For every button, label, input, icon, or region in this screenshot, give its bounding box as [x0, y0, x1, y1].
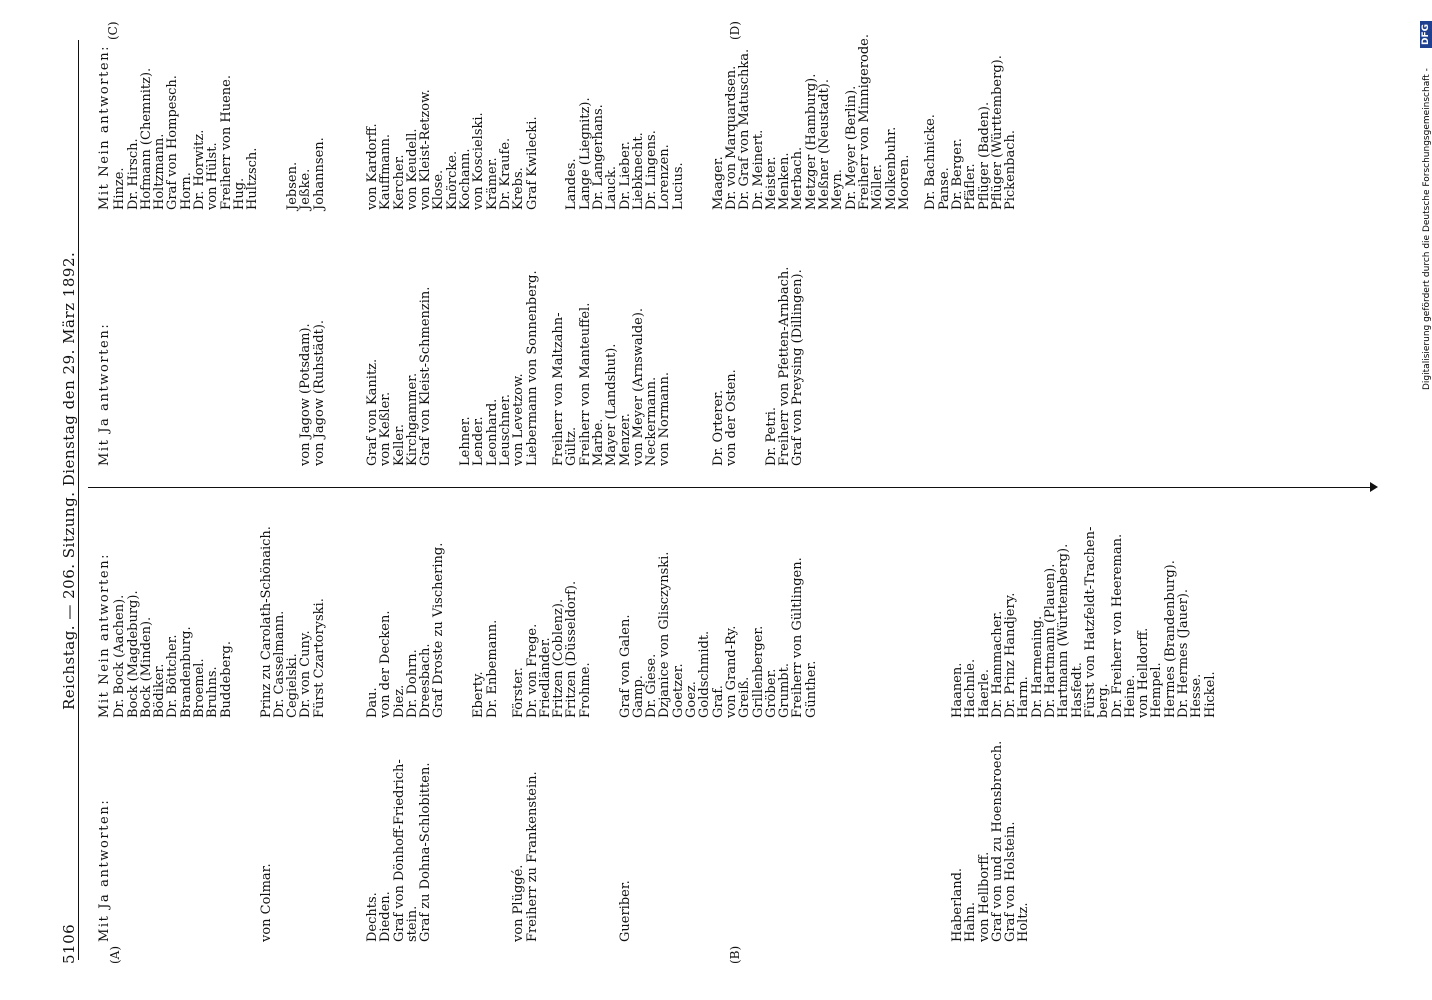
member-name: Grumbt. [777, 663, 793, 718]
spacer [353, 34, 366, 210]
member-name: Dr. Hartmann (Plauen). [1043, 563, 1059, 718]
column-divider [88, 487, 1372, 488]
member-name: Lender. [471, 416, 487, 466]
member-name: von Colmar. [258, 863, 274, 942]
member-name: Dr. Meyer (Berlin). [843, 85, 859, 210]
spacer [127, 267, 140, 466]
member-name: Hermes (Brandenburg). [1162, 560, 1178, 718]
spacer [459, 741, 472, 942]
member-name: Liebermann von Sonnenberg. [524, 270, 540, 466]
member-name: Graf Droste zu Vischering. [431, 542, 447, 718]
spacer [246, 267, 259, 466]
member-name: Kauffmann. [378, 133, 394, 210]
member-name: Jebsen. [285, 161, 301, 210]
spacer [180, 741, 193, 942]
spacer [233, 526, 246, 718]
member-name: Pflüger (Württemberg). [989, 55, 1005, 210]
spacer [273, 34, 286, 210]
spacer [339, 267, 352, 466]
spacer [831, 526, 844, 718]
member-name: Frohme. [577, 662, 593, 718]
member-name: Kirchgammer. [404, 372, 420, 466]
member-name: Hultzsch. [245, 147, 261, 210]
running-title: Reichstag. — 206. Sitzung. Dienstag den 29. März 1892. [60, 251, 78, 710]
spacer [353, 741, 366, 942]
member-name: von Hellborff. [976, 851, 992, 942]
member-name: Freiherr von Gültlingen. [790, 557, 806, 718]
member-name: Dr. von Marquardsen. [723, 65, 739, 210]
member-name: Jeßke. [298, 168, 314, 210]
member-name: Horn. [178, 172, 194, 210]
spacer [552, 34, 565, 210]
member-name: Leuschner. [497, 393, 513, 466]
spacer [233, 267, 246, 466]
member-name: Goldschmidt. [697, 630, 713, 718]
member-name: Mayer (Landshut). [604, 343, 620, 466]
header-rule [78, 40, 79, 960]
spacer [539, 34, 552, 210]
spacer [552, 741, 565, 942]
member-name: Haerle. [976, 669, 992, 718]
member-name: Graf. [710, 685, 726, 718]
spacer [885, 741, 898, 942]
watermark-strip [1418, 0, 1432, 1000]
spacer [339, 34, 352, 210]
spacer [871, 526, 884, 718]
spacer [938, 526, 951, 718]
member-name: Bruhns. [205, 666, 221, 718]
member-name: Dr. Graf von Matuschka. [737, 48, 753, 210]
spacer [672, 267, 685, 466]
spacer [898, 741, 911, 942]
spacer [752, 741, 765, 942]
spacer [220, 741, 233, 942]
member-name: Graf Kwilecki. [524, 116, 540, 210]
member-name: Dr. Prinz Handjery. [1003, 592, 1019, 718]
spacer [339, 741, 352, 942]
member-name: von Kardorff. [364, 123, 380, 210]
member-name: stein. [404, 905, 420, 942]
member-name: Fürst von Hatzfeldt-Trachen- [1082, 526, 1098, 718]
spacer [206, 741, 219, 942]
member-name: Graf von Holstein. [1003, 821, 1019, 942]
spacer [858, 526, 871, 718]
spacer [725, 741, 738, 942]
spacer [818, 526, 831, 718]
member-name: von Meyer (Arnswalde). [630, 307, 646, 466]
member-name: Mooren. [896, 154, 912, 210]
spacer [353, 526, 366, 718]
spacer [698, 34, 711, 210]
member-name: Dr. Bachnicke. [923, 114, 939, 210]
member-name: Lauck. [604, 165, 620, 210]
member-name: Diez. [391, 684, 407, 718]
member-name: von Normann. [657, 371, 673, 466]
member-name: Lucius. [670, 162, 686, 210]
member-name: Heine. [1122, 674, 1138, 718]
member-name: Dr. Giese. [644, 653, 660, 718]
spacer [113, 267, 126, 466]
member-name: Maager. [710, 156, 726, 210]
member-name: Dr. von Cuny. [298, 630, 314, 718]
spacer [193, 741, 206, 942]
member-name: Gueriber. [617, 880, 633, 942]
member-name: Fritzen (Coblenz). [551, 598, 567, 718]
spacer [592, 526, 605, 718]
member-name: Panse. [936, 167, 952, 210]
spacer [539, 267, 552, 466]
spacer [313, 741, 326, 942]
member-name: Kochann. [458, 148, 474, 210]
spacer [260, 34, 273, 210]
member-name: Dr. Orterer. [710, 389, 726, 466]
spacer [871, 741, 884, 942]
member-name: Dr. Dohrn. [404, 649, 420, 718]
spacer [605, 741, 618, 942]
member-name: Graf zu Dohna-Schlobitten. [418, 762, 434, 942]
spacer [499, 526, 512, 718]
member-name: Hartmann (Württemberg). [1056, 543, 1072, 718]
member-name: Haberland. [950, 867, 965, 942]
member-name: von Jagow (Ruhstädt). [311, 319, 327, 466]
member-name: Hug. [231, 177, 247, 210]
left-ja-column [98, 741, 1031, 942]
spacer [712, 741, 725, 942]
member-name: Johannsen. [311, 137, 327, 210]
member-name: Freiherr von Minnigerode. [856, 34, 872, 210]
member-name: Freiherr zu Frankenstein. [524, 771, 540, 942]
spacer [632, 741, 645, 942]
member-name: Hesse. [1189, 673, 1205, 718]
member-name: Hahn. [963, 902, 979, 942]
spacer [446, 526, 459, 718]
right-ja-list [113, 267, 804, 466]
member-name: Freiherr von Manteuffel. [577, 302, 593, 466]
member-name: Buddeberg. [218, 641, 234, 718]
member-name: Menken. [777, 152, 793, 210]
spacer [645, 741, 658, 942]
member-name: von Keudell. [404, 128, 420, 210]
member-name: Knörcke. [444, 150, 460, 210]
spacer [153, 267, 166, 466]
member-name: Hinze. [112, 167, 128, 210]
member-name: Pickenbach. [1003, 130, 1019, 210]
member-name: Dr. Kraufe. [497, 137, 513, 210]
member-name: von Grand-Ry. [723, 625, 739, 718]
spacer [499, 741, 512, 942]
spacer [924, 526, 937, 718]
spacer [698, 741, 711, 942]
member-name: berg. [1096, 683, 1112, 718]
spacer [153, 741, 166, 942]
member-name: Freiherr von Maltzahn- [551, 312, 567, 466]
spacer [858, 741, 871, 942]
member-name: von Koscielski. [471, 112, 487, 210]
spacer [911, 741, 924, 942]
member-name: Friedländer. [537, 637, 553, 718]
member-name: von Keßler. [378, 391, 394, 466]
member-name: Cegielski. [285, 653, 301, 718]
spacer [246, 526, 259, 718]
spacer [299, 741, 312, 942]
member-name: Dr. Petri. [763, 406, 779, 466]
member-name: Metzger (Hamburg). [803, 73, 819, 210]
spacer [326, 34, 339, 210]
member-name: Dzjanice von Glisczynski. [657, 551, 673, 718]
spacer [446, 267, 459, 466]
member-name: von Helldorff. [1136, 627, 1152, 718]
spacer [180, 267, 193, 466]
member-name: Landes. [564, 158, 580, 210]
member-name: von der Decken. [378, 610, 394, 718]
member-name: Goez. [684, 681, 700, 718]
member-name: Krämer. [484, 157, 500, 210]
member-name: Molkenbuhr. [883, 126, 899, 210]
spacer [353, 267, 366, 466]
spacer [127, 741, 140, 942]
spacer [432, 267, 445, 466]
spacer [685, 741, 698, 942]
member-name: Dr. Berger. [950, 138, 965, 210]
spacer [885, 526, 898, 718]
member-name: Harm. [1016, 676, 1032, 718]
member-name: Hachnle. [963, 658, 979, 718]
member-name: Dr. Langerhans. [590, 104, 606, 210]
spacer [446, 741, 459, 942]
spacer [579, 741, 592, 942]
spacer [831, 741, 844, 942]
spacer [738, 267, 751, 466]
member-name: Bock (Magdeburg). [125, 590, 141, 718]
member-name: Möller. [870, 163, 886, 210]
spacer [845, 741, 858, 942]
left-nein-list [113, 526, 1217, 718]
spacer [339, 526, 352, 718]
member-name: von Kleist-Retzow. [418, 89, 434, 210]
member-name: Holtzmann. [152, 133, 168, 210]
spacer [206, 267, 219, 466]
spacer [698, 267, 711, 466]
spacer [938, 741, 951, 942]
spacer [592, 741, 605, 942]
left-ja-list [113, 741, 1030, 942]
spacer [765, 741, 778, 942]
member-name: von Plüggé. [511, 864, 527, 942]
member-name: Broemel. [192, 658, 208, 718]
spacer [752, 267, 765, 466]
spacer [898, 526, 911, 718]
member-name: Hempel. [1149, 662, 1165, 718]
spacer [140, 741, 153, 942]
right-nein-title: Mit Nein antworten: [97, 44, 112, 210]
member-name: Graf von Preysing (Dillingen). [790, 269, 806, 466]
member-name: Gröber. [763, 668, 779, 718]
member-name: Marbe. [590, 418, 606, 466]
spacer [911, 34, 924, 210]
member-name: Freiherr von Huene. [218, 75, 234, 210]
member-name: Brandenburg. [178, 626, 194, 718]
member-name: Liebknecht. [630, 132, 646, 210]
member-name: Förster. [511, 667, 527, 718]
spacer [924, 741, 937, 942]
member-name: Dr. Lieber. [617, 141, 633, 210]
member-name: Lehner. [458, 416, 474, 466]
member-name: Dau. [364, 687, 380, 718]
member-name: von Hülst. [205, 142, 221, 210]
member-name: Greiß. [737, 676, 753, 718]
spacer [605, 526, 618, 718]
spacer [286, 741, 299, 942]
member-name: Dr. Harmening. [1029, 615, 1045, 718]
member-name: Dr. Freiherr von Heereman. [1109, 533, 1125, 718]
member-name: Dr. Lingens. [644, 130, 660, 210]
margin-mark-b: (B) [728, 945, 742, 964]
member-name: Prinz zu Carolath-Schönaich. [258, 526, 274, 718]
spacer [326, 741, 339, 942]
member-name: Dr. Hirsch. [125, 138, 141, 210]
member-name: Dr. Bock (Aachen). [112, 594, 128, 718]
member-name: von Jagow (Potsdam). [298, 323, 314, 466]
spacer [260, 267, 273, 466]
spacer [672, 741, 685, 942]
spacer [472, 741, 485, 942]
member-name: Pfäfler. [963, 163, 979, 210]
right-nein-column [98, 34, 1017, 210]
member-name: Merbach. [790, 146, 806, 210]
member-name: Meßner (Neustadt). [817, 78, 833, 210]
member-name: Grillenberger. [750, 625, 766, 718]
member-name: Keller. [391, 424, 407, 466]
member-name: Pflüger (Baden). [976, 101, 992, 210]
spacer [140, 267, 153, 466]
member-name: Dr. Hermes (Jauer). [1176, 588, 1192, 718]
margin-mark-d: (D) [728, 21, 742, 40]
member-name: Dr. Böttcher. [165, 634, 181, 718]
spacer [166, 267, 179, 466]
spacer [845, 526, 858, 718]
member-name: Graf von Galen. [617, 614, 633, 718]
member-name: Klose. [431, 169, 447, 210]
member-name: Meister. [763, 156, 779, 210]
member-name: Gamp. [630, 675, 646, 718]
member-name: Dreesbach. [418, 643, 434, 718]
member-name: Holtz. [1016, 902, 1032, 942]
margin-mark-a: (A) [108, 945, 122, 964]
member-name: Graf von Kanitz. [364, 358, 380, 466]
member-name: Bock (Minden). [138, 616, 154, 718]
member-name: Graf von Hompesch. [165, 75, 181, 210]
spacer [565, 741, 578, 942]
spacer [246, 741, 259, 942]
spacer [326, 526, 339, 718]
member-name: Graf von Kleist-Schmenzin. [418, 286, 434, 466]
member-name: Lorenzen. [657, 144, 673, 210]
member-name: Neckermann. [644, 376, 660, 466]
member-name: Meyn. [830, 169, 846, 210]
spacer [233, 741, 246, 942]
spacer [113, 741, 126, 942]
right-ja-title: Mit Ja antworten: [97, 322, 112, 466]
spacer [459, 526, 472, 718]
margin-mark-c: (C) [106, 21, 120, 40]
member-name: Eberty. [471, 671, 487, 718]
spacer [432, 741, 445, 942]
page-number: 5106 [60, 923, 78, 964]
member-name: Dr. von Frege. [524, 623, 540, 718]
right-ja-column [98, 267, 805, 466]
spacer [818, 741, 831, 942]
member-name: Dr. Enbemann. [484, 619, 500, 718]
spacer [486, 741, 499, 942]
member-name: Hasfedt. [1069, 662, 1085, 718]
spacer [273, 267, 286, 466]
member-name: Hofmann (Chemnitz). [138, 67, 154, 210]
spacer [911, 526, 924, 718]
member-name: Krebs. [511, 167, 527, 210]
member-name: von Levetzow. [511, 373, 527, 466]
spacer [805, 741, 818, 942]
member-name: Günther. [803, 660, 819, 718]
spacer [273, 741, 286, 942]
watermark-text: Digitalisierung gefördert durch die Deutsche Forschungsgemeinschaft - [1422, 68, 1432, 390]
left-ja-title: Mit Ja antworten: [97, 798, 112, 942]
spacer [685, 34, 698, 210]
member-name: Dechts. [364, 892, 380, 942]
spacer [658, 741, 671, 942]
member-name: Leonhard. [484, 398, 500, 466]
dfg-logo: DFG [1420, 21, 1432, 48]
divider-arrow-icon [1370, 482, 1378, 492]
left-nein-title: Mit Nein antworten: [97, 552, 112, 718]
spacer [193, 267, 206, 466]
spacer [539, 741, 552, 942]
left-nein-column [98, 526, 1217, 718]
member-name: Bödiker. [152, 663, 168, 718]
member-name: von der Osten. [723, 369, 739, 466]
spacer [791, 741, 804, 942]
spacer [286, 267, 299, 466]
member-name: Freiherr von Pfetten-Arnbach. [777, 266, 793, 466]
member-name: Goetzer. [670, 663, 686, 718]
spacer [220, 267, 233, 466]
member-name: Dr. Casselmann. [271, 610, 287, 718]
member-name: Graf von und zu Hoensbroech. [989, 740, 1005, 942]
member-name: Gültz. [564, 426, 580, 466]
member-name: Dr. Meinert. [750, 129, 766, 210]
spacer [326, 267, 339, 466]
member-name: Kercher. [391, 154, 407, 210]
spacer [685, 267, 698, 466]
spacer [166, 741, 179, 942]
spacer [738, 741, 751, 942]
member-name: Fritzen (Düsseldorf). [564, 580, 580, 718]
member-name: Haanen. [950, 662, 965, 718]
member-name: Hickel. [1202, 671, 1218, 718]
member-name: Dieden. [378, 891, 394, 942]
member-name: Dr. Hammacher. [989, 610, 1005, 718]
member-name: Lange (Liegnitz). [577, 97, 593, 210]
member-name: Dr. Horwitz. [192, 129, 208, 210]
right-nein-list [113, 34, 1017, 210]
member-name: Menzer. [617, 413, 633, 466]
spacer [778, 741, 791, 942]
member-name: Fürst Czartoryski. [311, 598, 327, 718]
member-name: Graf von Dönhoff-Friedrich- [391, 759, 407, 942]
